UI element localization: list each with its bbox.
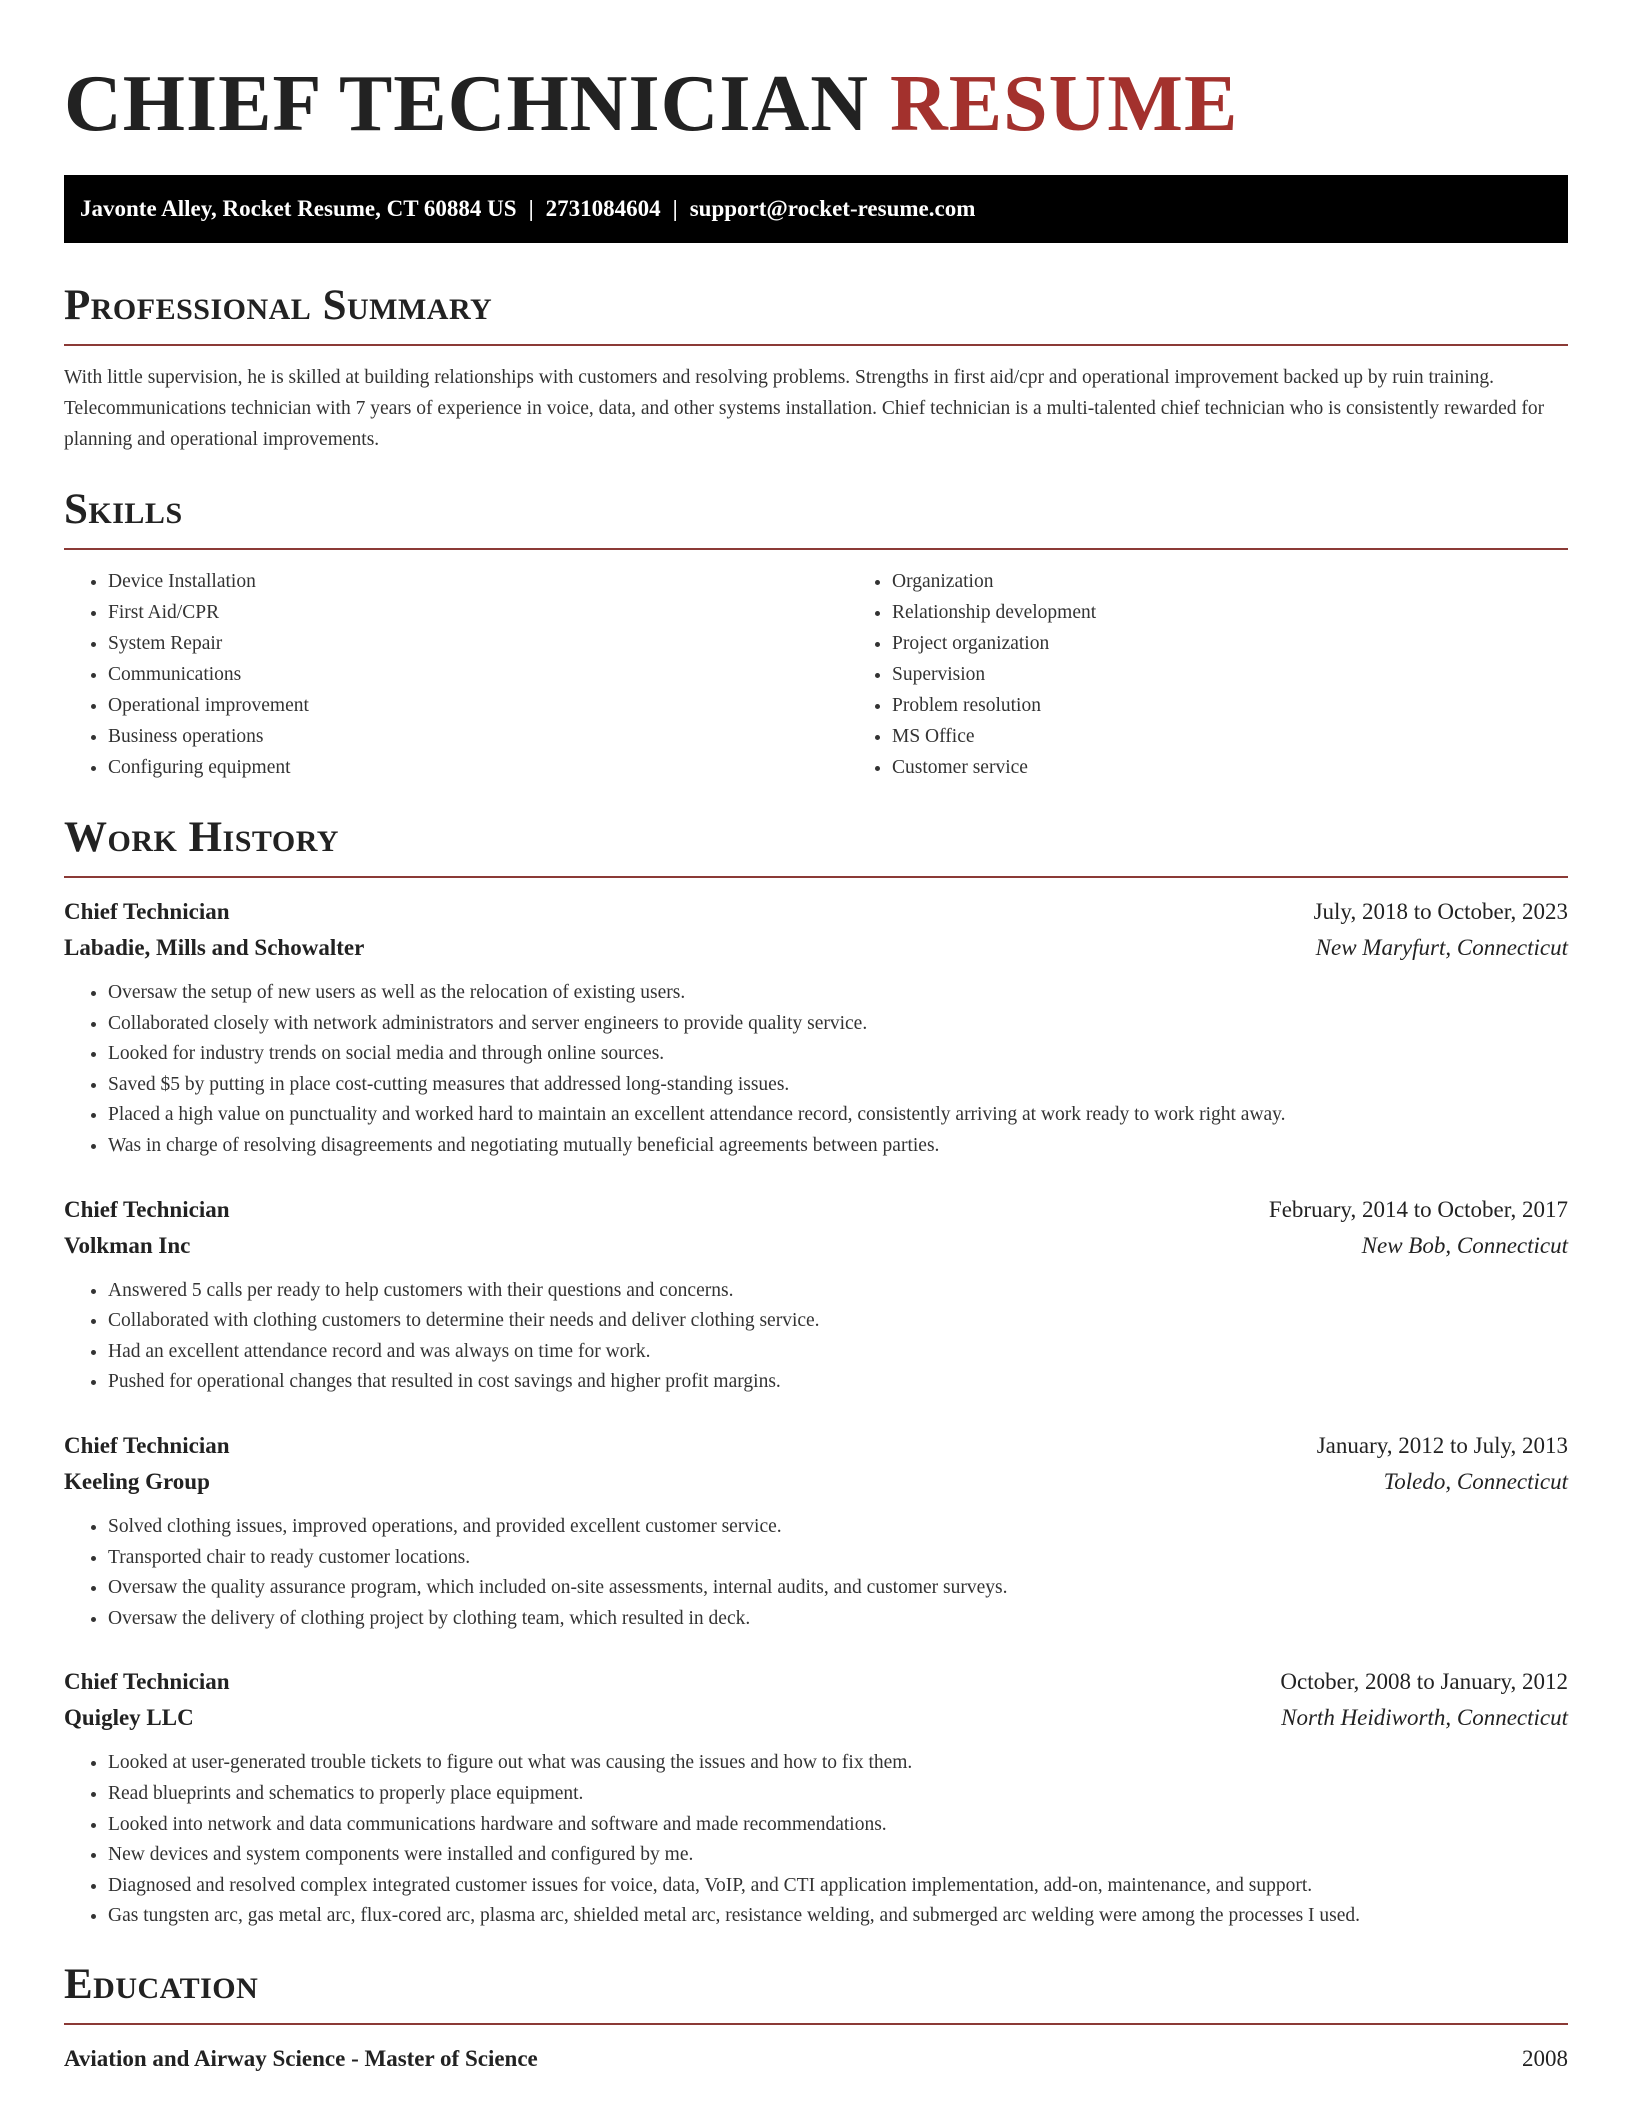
skill-item: • Organization [892, 566, 1632, 597]
job-header [64, 894, 1568, 930]
skill-item: • Supervision [892, 659, 1632, 690]
section-divider [64, 2023, 1568, 2025]
job-company: Labadie, Mills and Schowalter [64, 935, 365, 960]
contact-email: support@rocket-resume.com [689, 196, 976, 221]
job-bullets [64, 1276, 1568, 1398]
job-bullet: • Collaborated closely with network administrators and server engineers to provide quality service. [108, 1009, 1568, 1040]
job-dates: February, 2014 to October, 2017 [1268, 1196, 1568, 1222]
job-bullet: • Solved clothing issues, improved operations, and provided excellent customer service. [108, 1512, 1568, 1543]
skill-item: • Customer service [892, 752, 1632, 783]
job-entry [64, 1428, 1568, 1634]
summary-text: With little supervision, he is skilled at building relationships with customers and resolving problems. Strengths in first aid/cpr and operational improvement backed up by ruin training. Telecommunications technician with 7 years of experience in voice, data, and other systems installation. Chief technician is a multi-talented chief technician who is consistently rewarded for planning and operational improvements. [64, 367, 1545, 450]
title-main: CHIEF TECHNICIAN [64, 60, 870, 148]
job-bullet: • Pushed for operational changes that resulted in cost savings and higher profit margins. [108, 1367, 1568, 1398]
job-title: Chief Technician [64, 899, 230, 924]
job-bullet: • Had an excellent attendance record and was always on time for work. [108, 1337, 1568, 1368]
education-year: 2008 [1522, 2045, 1568, 2071]
job-bullet: • Collaborated with clothing customers to determine their needs and deliver clothing service. [108, 1306, 1568, 1337]
skill-item: • Configuring equipment [108, 752, 848, 783]
job-bullet: • Looked into network and data communications hardware and software and made recommendations. [108, 1810, 1568, 1841]
job-company: Quigley LLC [64, 1705, 194, 1731]
contact-phone: 2731084604 [545, 196, 661, 221]
job-location: New Bob, Connecticut [1361, 1232, 1568, 1258]
job-entry [64, 1192, 1568, 1398]
job-location: North Heidiworth, Connecticut [1281, 1705, 1568, 1731]
job-title: Chief Technician [64, 1196, 230, 1222]
education-section [64, 1960, 1568, 2077]
contact-address: Javonte Alley, Rocket Resume, CT 60884 US [80, 196, 517, 221]
job-title: Chief Technician [64, 1669, 230, 1695]
skills-section [64, 485, 1568, 783]
job-bullets [64, 1748, 1568, 1932]
education-entry [64, 2041, 1568, 2077]
job-dates: January, 2012 to July, 2013 [1316, 1432, 1568, 1458]
job-entry [64, 1664, 1568, 1932]
summary-section [64, 281, 1568, 455]
job-bullet: • Placed a high value on punctuality and worked hard to maintain an excellent attendance record, consistently arriving at work ready to work right away. [108, 1100, 1568, 1131]
job-bullet: • Diagnosed and resolved complex integrated customer issues for voice, data, VoIP, and CTI application implementation, add-on, maintenance, and support. [108, 1871, 1568, 1902]
job-bullet: • Answered 5 calls per ready to help customers with their questions and concerns. [108, 1276, 1568, 1307]
job-bullets [64, 1512, 1568, 1634]
contact-bar [64, 175, 1568, 243]
summary-heading: Professional Summary [64, 282, 493, 329]
job-header [64, 1664, 1568, 1700]
job-header [64, 1192, 1568, 1228]
education-degree: Aviation and Airway Science - Master of Science [64, 2045, 538, 2071]
job-title: Chief Technician [64, 1432, 230, 1458]
job-bullet: • Oversaw the quality assurance program, which included on-site assessments, internal audits, and customer surveys. [108, 1573, 1568, 1604]
skill-item: • Relationship development [892, 597, 1632, 628]
skill-item: • Problem resolution [892, 690, 1632, 721]
job-company: Volkman Inc [64, 1232, 191, 1258]
job-subheader [64, 930, 1568, 966]
job-bullet: • Oversaw the setup of new users as well as the relocation of existing users. [108, 978, 1568, 1009]
skill-item: • Business operations [108, 721, 848, 752]
resume-title [64, 0, 1568, 150]
work-history-heading: Work History [64, 814, 339, 861]
job-bullet: • Looked at user-generated trouble tickets to figure out what was causing the issues and how to fix them. [108, 1748, 1568, 1779]
job-bullet: • Looked for industry trends on social media and through online sources. [108, 1039, 1568, 1070]
title-accent: RESUME [890, 60, 1239, 148]
job-company: Keeling Group [64, 1468, 210, 1494]
job-bullet: • Gas tungsten arc, gas metal arc, flux-cored arc, plasma arc, shielded metal arc, resistance welding, and submerged arc welding were among the processes I used. [108, 1901, 1568, 1932]
job-bullet: • Read blueprints and schematics to properly place equipment. [108, 1779, 1568, 1810]
work-history-section [64, 813, 1568, 1932]
skill-item: • MS Office [892, 721, 1632, 752]
job-header [64, 1428, 1568, 1464]
skill-item: • Project organization [892, 628, 1632, 659]
job-subheader [64, 1700, 1568, 1736]
skills-column-right [848, 566, 1632, 783]
section-divider [64, 876, 1568, 878]
job-location: New Maryfurt, Connecticut [1315, 935, 1568, 960]
section-divider [64, 548, 1568, 550]
job-dates: July, 2018 to October, 2023 [1313, 899, 1568, 924]
job-subheader [64, 1228, 1568, 1264]
skill-item: • Operational improvement [108, 690, 848, 721]
job-bullet: • New devices and system components were installed and configured by me. [108, 1840, 1568, 1871]
skills-list [64, 566, 1568, 783]
skill-item: • System Repair [108, 628, 848, 659]
contact-separator: | [672, 196, 678, 221]
contact-separator: | [528, 196, 534, 221]
skills-heading: Skills [64, 486, 183, 533]
job-bullet: • Oversaw the delivery of clothing project by clothing team, which resulted in deck. [108, 1604, 1568, 1635]
skill-item: • Communications [108, 659, 848, 690]
job-subheader [64, 1464, 1568, 1500]
job-bullet: • Transported chair to ready customer locations. [108, 1543, 1568, 1574]
education-heading: Education [64, 1960, 259, 2008]
skills-column-left [64, 566, 848, 783]
job-bullet: • Was in charge of resolving disagreements and negotiating mutually beneficial agreements between parties. [108, 1131, 1568, 1162]
skill-item: • Device Installation [108, 566, 848, 597]
skill-item: • First Aid/CPR [108, 597, 848, 628]
resume-page [64, 0, 1568, 2077]
job-bullets [64, 978, 1568, 1162]
job-bullet: • Saved $5 by putting in place cost-cutting measures that addressed long-standing issues. [108, 1070, 1568, 1101]
job-entry [64, 894, 1568, 1162]
section-divider [64, 344, 1568, 346]
job-dates: October, 2008 to January, 2012 [1280, 1669, 1568, 1695]
job-location: Toledo, Connecticut [1383, 1468, 1568, 1494]
